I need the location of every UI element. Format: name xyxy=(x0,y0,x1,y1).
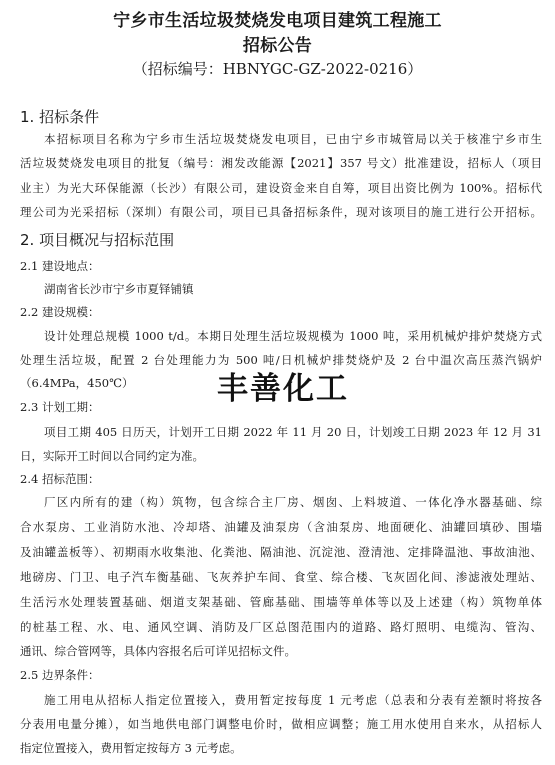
s21-heading: 2.1 建设地点： xyxy=(20,259,100,273)
s24-line: 的桩基工程、水、电、通风空调、消防及厂区总图范围内的道路、路灯照明、电缆沟、管沟、 xyxy=(20,620,542,634)
section2-heading: 2. 项目概况与招标范围 xyxy=(20,231,175,249)
s23-line: 日，实际开工时间以合同约定为准。 xyxy=(20,449,204,463)
document-title-line2: 招标公告 xyxy=(242,36,313,56)
s25-line: 施工用电从招标人指定位置接入，费用暂定按每度 1 元考虑（总表和分表有差额时将按各 xyxy=(44,693,542,707)
section1-line: 本招标项目名称为宁乡市生活垃圾焚烧发电项目，已由宁乡市城管局以关于核准宁乡市生 xyxy=(44,132,542,146)
s24-line: 地磅房、门卫、电子汽车衡基础、飞灰养护车间、食堂、综合楼、飞灰固化间、渗滤液处理站、 xyxy=(20,570,542,584)
s25-line: 指定位置接入，费用暂定按每方 3 元考虑。 xyxy=(20,741,242,755)
s22-heading: 2.2 建设规模： xyxy=(20,305,100,319)
s25-line: 分表用电量分摊），如当地供电部门调整电价时，做相应调整；施工用水使用自来水，从招标人 xyxy=(20,717,542,731)
section1-line: 理公司为光采招标（深圳）有限公司，项目已具备招标条件，现对该项目的施工进行公开招标。 xyxy=(20,205,542,219)
s24-line: 通讯、综合管网等，具体内容报名后可详见招标文件。 xyxy=(20,644,296,658)
s23-heading: 2.3 计划工期： xyxy=(20,400,100,414)
section1-line: 业主）为光大环保能源（长沙）有限公司，建设资金来自自筹，项目出资比例为 100%。招标代 xyxy=(20,181,542,195)
s25-heading: 2.5 边界条件： xyxy=(20,668,100,682)
s24-heading: 2.4 招标范围： xyxy=(20,472,100,486)
section1-line: 活垃圾焚烧发电项目的批复（编号：湘发改能源【2021】357 号文）批准建设，招标人（项目 xyxy=(20,156,542,170)
watermark-text: 丰善化工 xyxy=(217,371,349,407)
document-title-line1: 宁乡市生活垃圾焚烧发电项目建筑工程施工 xyxy=(113,11,442,31)
s23-line: 项目工期 405 日历天，计划开工日期 2022 年 11 月 20 日，计划竣工日期 2023 年 12 月 31 xyxy=(44,425,542,439)
s21-text: 湖南省长沙市宁乡市夏铎铺镇 xyxy=(44,282,194,296)
s22-line: 处理生活垃圾，配置 2 台处理能力为 500 吨/日机械炉排焚烧炉及 2 台中温次高压蒸汽锅炉 xyxy=(20,353,542,367)
tender-code: （招标编号：HBNYGC-GZ-2022-0216） xyxy=(132,60,423,78)
s24-line: 合水泵房、工业消防水池、冷却塔、油罐及油泵房（含油泵房、地面硬化、油罐回填砂、围墙 xyxy=(20,520,542,534)
s22-line: （6.4MPa，450℃） xyxy=(20,376,134,390)
s24-line: 及油罐盖板等）、初期雨水收集池、化粪池、隔油池、沉淀池、澄清池、定排降温池、事故油池、 xyxy=(20,545,542,559)
section1-heading: 1. 招标条件 xyxy=(20,108,100,126)
s24-line: 生活污水处理装置基础、烟道支架基础、管廊基础、围墙等单体等以及上述建（构）筑物单体 xyxy=(20,595,542,609)
s22-line: 设计处理总规模 1000 t/d。本期日处理生活垃圾规模为 1000 吨，采用机械炉排炉焚烧方式 xyxy=(44,329,542,343)
s24-line: 厂区内所有的建（构）筑物，包含综合主厂房、烟囱、上料坡道、一体化净水器基础、综 xyxy=(44,495,542,509)
